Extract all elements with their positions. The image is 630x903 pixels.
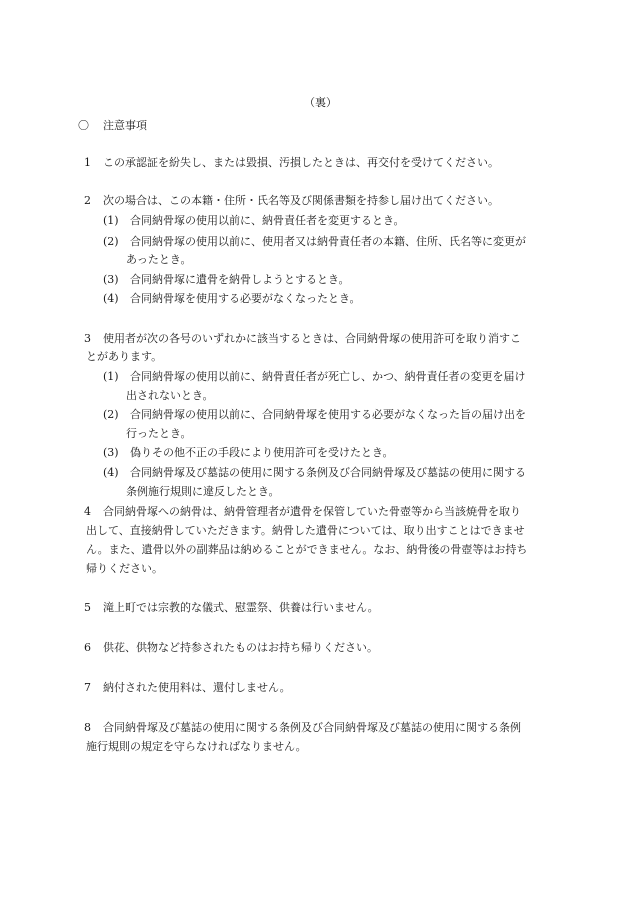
item-text-line: 出して、直接納骨していただきます。納骨した遺骨については、取り出すことはできませ	[86, 524, 525, 537]
subitem-number: (4)	[103, 292, 119, 305]
item-text-line: この承認証を紛失し、または毀損、汚損したときは、再交付を受けてください。	[103, 156, 499, 169]
subitem-number: (4)	[103, 466, 119, 479]
item-number: 7	[84, 681, 91, 694]
subitem-text-line: 条例施行規則に違反したとき。	[126, 485, 280, 498]
page-title: （裏）	[304, 96, 337, 109]
item-text-line: ん。また、遺骨以外の副葬品は納めることができません。なお、納骨後の骨壺等はお持ち	[86, 543, 528, 556]
item-text-line: 供花、供物など持参されたものはお持ち帰りください。	[103, 641, 378, 654]
item-number: 3	[84, 332, 91, 345]
item-text-line: とがあります。	[86, 350, 163, 363]
item-text-line: 次の場合は、この本籍・住所・氏名等及び関係書類を持参し届け出てください。	[103, 194, 499, 207]
subitem-number: (3)	[103, 446, 119, 459]
item-text-line: 使用者が次の各号のいずれかに該当するときは、合同納骨塚の使用許可を取り消すこ	[103, 332, 521, 345]
subitem-text-line: 出されないとき。	[126, 389, 214, 402]
subitem-text-line: 行ったとき。	[126, 427, 192, 440]
subitem-text-line: 合同納骨塚の使用以前に、納骨責任者が死亡し、かつ、納骨責任者の変更を届け	[130, 370, 526, 383]
item-number: 1	[84, 156, 91, 169]
item-number: 6	[84, 641, 91, 654]
subitem-number: (1)	[103, 370, 119, 383]
item-text-line: 合同納骨塚及び墓誌の使用に関する条例及び合同納骨塚及び墓誌の使用に関する条例	[103, 721, 521, 734]
item-number: 8	[84, 721, 91, 734]
subitem-number: (3)	[103, 273, 119, 286]
subitem-text-line: あったとき。	[126, 253, 192, 266]
item-number: 2	[84, 194, 91, 207]
item-text-line: 施行規則の規定を守らなければなりません。	[86, 740, 307, 753]
item-number: 4	[84, 505, 91, 518]
item-number: 5	[84, 601, 91, 614]
subitem-text-line: 合同納骨塚及び墓誌の使用に関する条例及び合同納骨塚及び墓誌の使用に関する	[130, 466, 526, 479]
item-text-line: 合同納骨塚への納骨は、納骨管理者が遺骨を保管していた骨壺等から当該焼骨を取り	[103, 505, 521, 518]
subitem-text-line: 合同納骨塚の使用以前に、合同納骨塚を使用する必要がなくなった旨の届け出を	[130, 408, 526, 421]
subitem-number: (2)	[103, 408, 119, 421]
subitem-text-line: 合同納骨塚を使用する必要がなくなったとき。	[130, 292, 361, 305]
subitem-text-line: 合同納骨塚の使用以前に、納骨責任者を変更するとき。	[130, 214, 405, 227]
item-text-line: 納付された使用料は、還付しません。	[103, 681, 291, 694]
item-text-line: 滝上町では宗教的な儀式、慰霊祭、供養は行いません。	[103, 601, 379, 614]
subitem-number: (1)	[103, 214, 119, 227]
subitem-text-line: 偽りその他不正の手段により使用許可を受けたとき。	[130, 446, 394, 459]
section-marker: 〇	[78, 119, 89, 132]
section-heading: 注意事項	[103, 119, 147, 132]
subitem-text-line: 合同納骨塚の使用以前に、使用者又は納骨責任者の本籍、住所、氏名等に変更が	[130, 235, 526, 248]
subitem-text-line: 合同納骨塚に遺骨を納骨しようとするとき。	[130, 273, 350, 286]
item-text-line: 帰りください。	[86, 562, 163, 575]
subitem-number: (2)	[103, 235, 119, 248]
